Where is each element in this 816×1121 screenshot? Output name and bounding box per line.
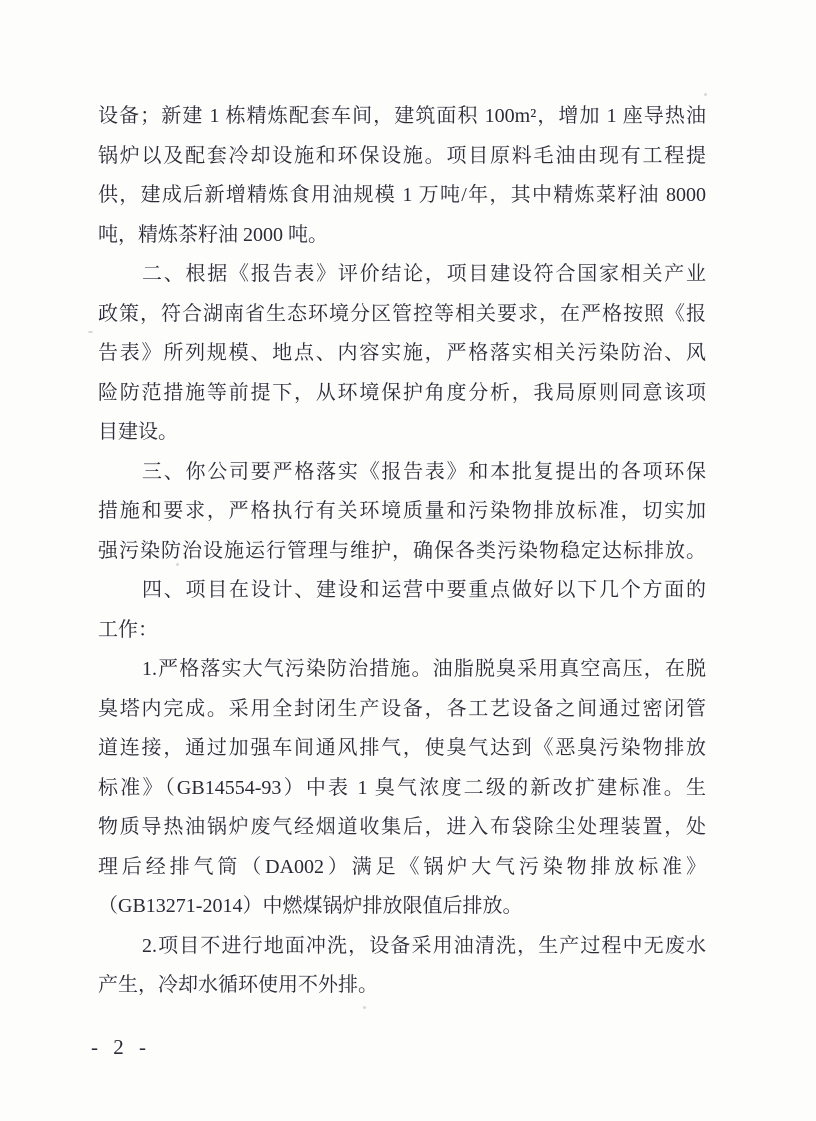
scan-speck [704, 93, 707, 96]
text-line: 产生，冷却水循环使用不外排。 [98, 974, 378, 996]
text-line: 二、根据《报告表》评价结论，项目建设符合国家相关产业 [142, 263, 706, 285]
text-line: 物质导热油锅炉废气经烟道收集后，进入布袋除尘处理装置，处 [98, 816, 706, 838]
document-body [98, 97, 706, 1006]
text-line: 险防范措施等前提下，从环境保护角度分析，我局原则同意该项 [98, 381, 706, 404]
text-line: 告表》所列规模、地点、内容实施，严格落实相关污染防治、风 [98, 342, 706, 364]
text-line: 目建设。 [98, 421, 178, 443]
text-line: 工作： [98, 618, 158, 641]
text-line: 理后经排气筒（DA002）满足《锅炉大气污染物排放标准》 [98, 855, 706, 878]
text-line: 2.项目不进行地面冲洗，设备采用油清洗，生产过程中无废水 [142, 934, 706, 957]
text-line: 吨，精炼茶籽油 2000 吨。 [98, 223, 328, 246]
text-line: 1.严格落实大气污染防治措施。油脂脱臭采用真空高压，在脱 [142, 658, 706, 680]
scan-speck [363, 1006, 366, 1009]
text-line: 臭塔内完成。采用全封闭生产设备，各工艺设备之间通过密闭管 [98, 697, 706, 720]
page-number: - 2 - [91, 1035, 151, 1059]
text-line: 供，建成后新增精炼食用油规模 1 万吨/年，其中精炼菜籽油 8000 [98, 184, 706, 206]
text-line: 标准》（GB14554-93）中表 1 臭气浓度二级的新改扩建标准。生 [98, 776, 706, 799]
scan-speck [176, 563, 179, 566]
text-line: 三、你公司要严格落实《报告表》和本批复提出的各项环保 [142, 460, 706, 483]
scan-speck [88, 331, 93, 333]
text-line: 设备；新建 1 栋精炼配套车间，建筑面积 100m²，增加 1 座导热油 [98, 105, 706, 127]
text-line: 锅炉以及配套冷却设施和环保设施。项目原料毛油由现有工程提 [98, 144, 706, 167]
text-line: 措施和要求，严格执行有关环境质量和污染物排放标准，切实加 [98, 500, 706, 522]
text-line: （GB13271-2014）中燃煤锅炉排放限值后排放。 [98, 895, 523, 917]
text-line: 道连接，通过加强车间通风排气，使臭气达到《恶臭污染物排放 [98, 737, 706, 759]
text-line: 强污染防治设施运行管理与维护，确保各类污染物稳定达标排放。 [98, 539, 706, 562]
text-line: 四、项目在设计、建设和运营中要重点做好以下几个方面的 [142, 579, 706, 601]
text-line: 政策，符合湖南省生态环境分区管控等相关要求，在严格按照《报 [98, 302, 706, 325]
